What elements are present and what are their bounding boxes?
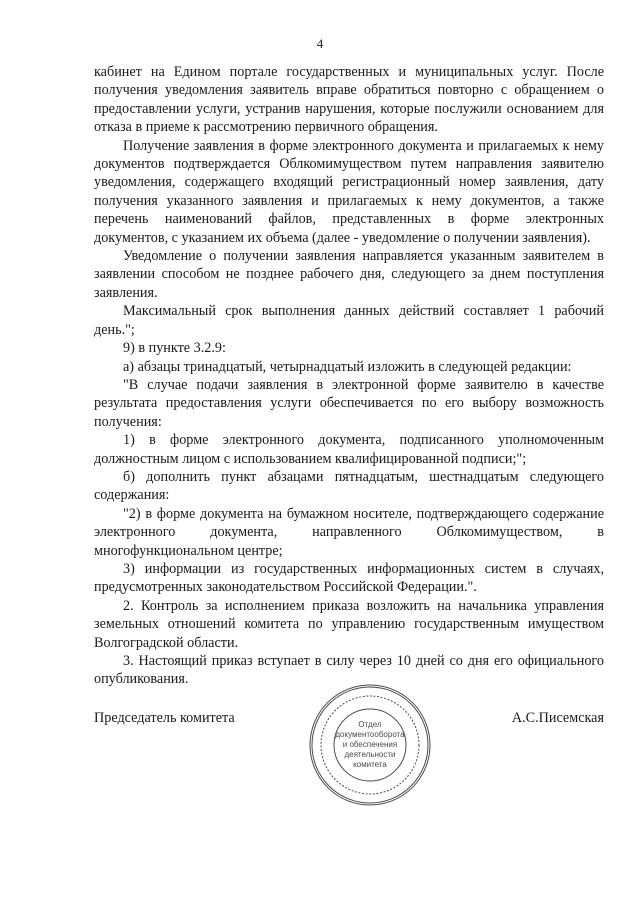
- stamp-line: и обеспечения: [342, 740, 398, 749]
- stamp-line: комитета: [353, 760, 387, 769]
- paragraph: 9) в пункте 3.2.9:: [123, 340, 226, 357]
- stamp-line: документооборота: [335, 730, 405, 739]
- stamp-line: Отдел: [358, 720, 382, 729]
- signatory-name: А.С.Писемская: [511, 710, 604, 726]
- paragraph: 3) информации из государственных информационных систем в случаях, предусмотренных законодательством Российской Федерации.".: [94, 560, 604, 596]
- document-body: [94, 63, 604, 689]
- paragraph: Уведомление о получении заявления направляется указанным заявителем в заявлении способом не позднее рабочего дня, следующего за днем поступления заявления.: [94, 248, 604, 301]
- stamp-seal: [308, 683, 432, 807]
- paragraph: 3. Настоящий приказ вступает в силу через 10 дней со дня его официального опубликования.: [94, 653, 604, 688]
- paragraph: Получение заявления в форме электронного документа и прилагаемых к нему документов подтверждается Облкомимуществом путем направления заявителю уведомления, содержащего входящий регистрационный номер заявления, дату получения указанного заявления и прилагаемых к нему документов, а также перечень наименований файлов, представленных в форме электронных документов, с указанием их объема (далее - уведомление о получении заявления).: [94, 137, 604, 246]
- paragraph: 2. Контроль за исполнением приказа возложить на начальника управления земельных отношений комитета по управлению государственным имуществом Волгоградской области.: [94, 597, 604, 651]
- paragraph: 1) в форме электронного документа, подписанного уполномоченным должностным лицом с использованием квалифицированной подписи;";: [94, 432, 604, 467]
- paragraph: Максимальный срок выполнения данных действий составляет 1 рабочий день.";: [94, 303, 604, 338]
- paragraph: "В случае подачи заявления в электронной форме заявителю в качестве результата предоставления услуги обеспечивается по его выбору возможность получения:: [94, 376, 604, 430]
- stamp-line: деятельности: [344, 750, 396, 759]
- signatory-title: Председатель комитета: [94, 710, 235, 726]
- page-number: 4: [316, 36, 324, 51]
- paragraph: а) абзацы тринадцатый, четырнадцатый изложить в следующей редакции:: [123, 358, 572, 375]
- paragraph: "2) в форме документа на бумажном носителе, подтверждающего содержание электронного документа, направленного Облкомимуществом, в многофункциональном центре;: [94, 505, 604, 559]
- paragraph: кабинет на Едином портале государственных и муниципальных услуг. После получения уведомления заявитель вправе обратиться повторно с обращением о предоставлении услуги, устранив нарушения, которые послужили основанием для отказа в приеме к рассмотрению первичного обращения.: [94, 64, 604, 136]
- paragraph: б) дополнить пункт абзацами пятнадцатым, шестнадцатым следующего содержания:: [94, 468, 604, 504]
